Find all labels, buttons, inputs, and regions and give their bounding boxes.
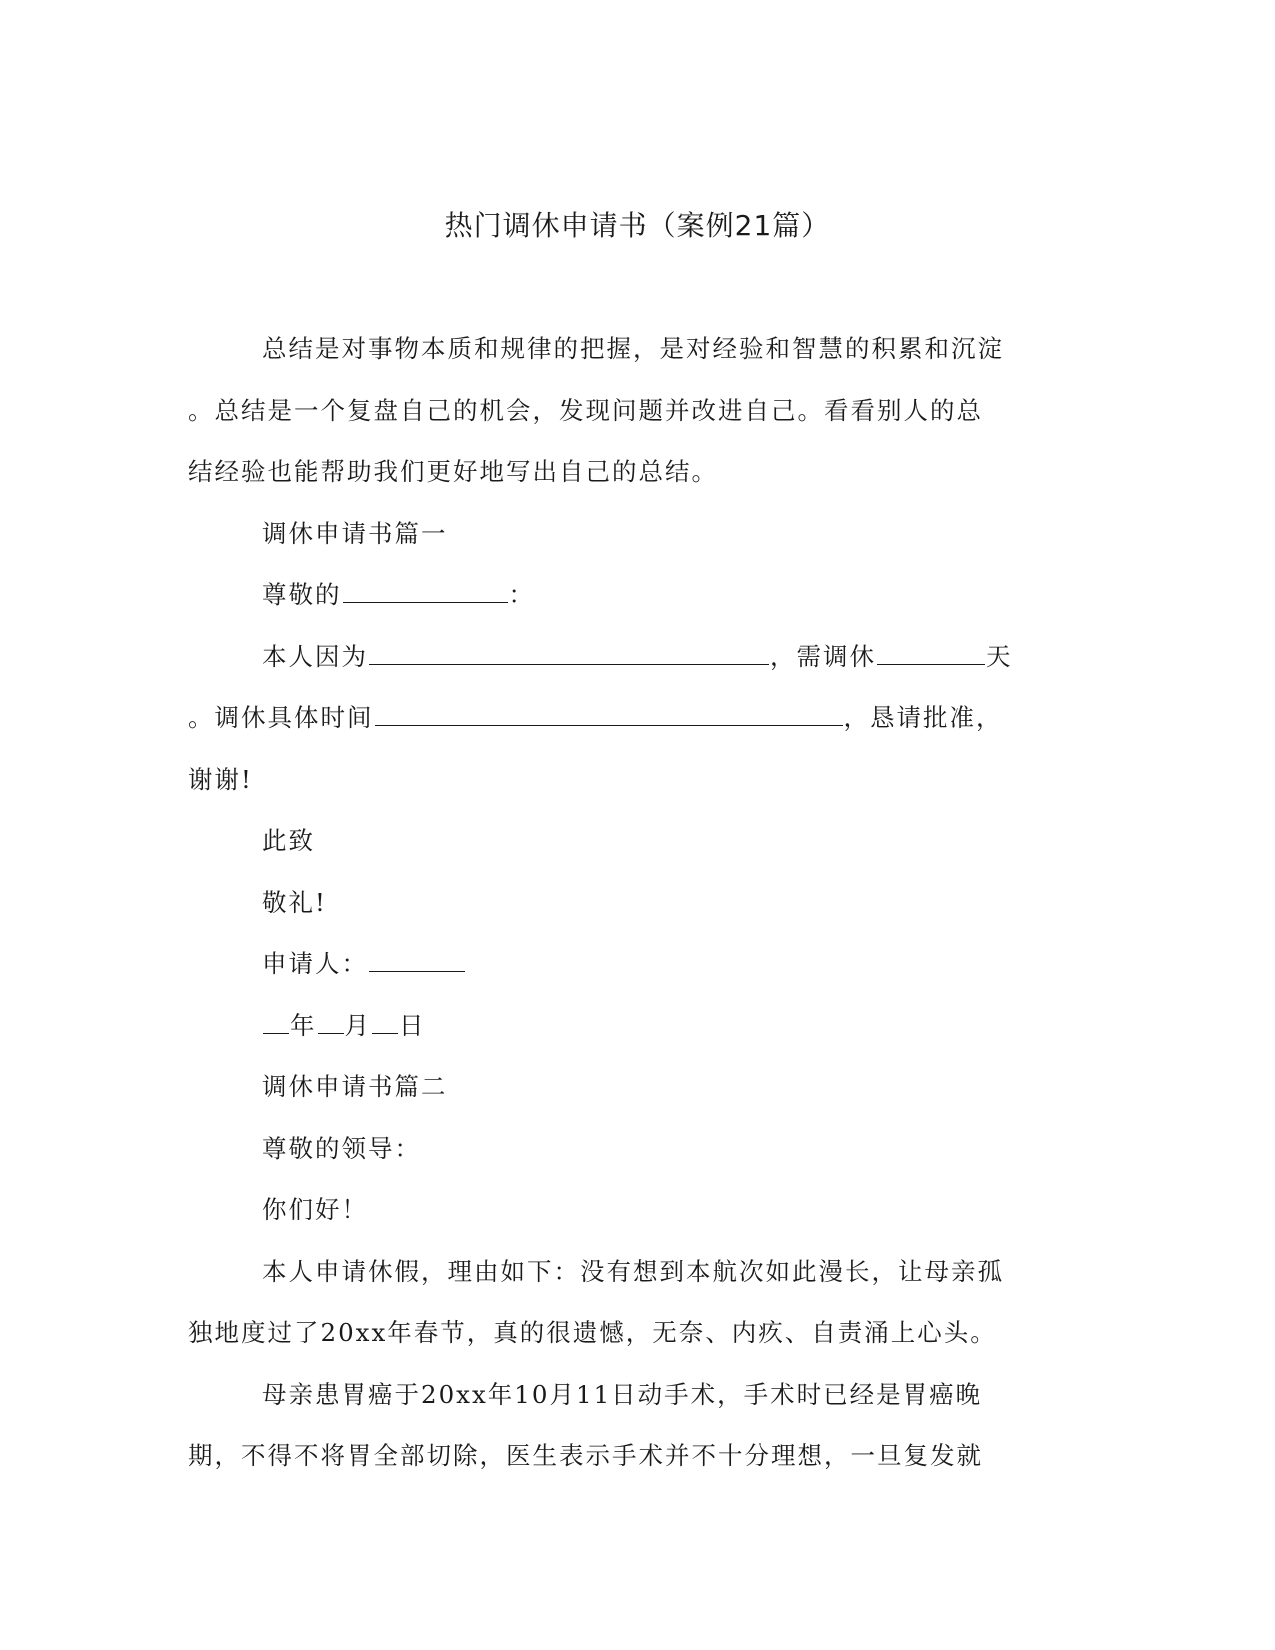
days-blank[interactable] [877,642,985,665]
intro-line: 。总结是一个复盘自己的机会，发现问题并改进自己。看看别人的总 [188,395,983,425]
reason-label: 本人因为 [262,641,368,671]
section2-greeting: 你们好！ [262,1195,368,1224]
month-label: 月 [344,1010,371,1040]
day-blank[interactable] [372,1011,398,1034]
document-title: 热门调休申请书（案例21篇） [444,209,831,242]
document-body [188,318,1074,1487]
applicant-label: 申请人： [262,949,368,978]
year-label: 年 [290,1010,317,1040]
reason-blank[interactable] [369,642,769,665]
section2-salutation: 尊敬的领导： [262,1133,421,1163]
salutation-suffix: ： [508,580,535,609]
applicant-blank[interactable] [369,949,465,972]
section2-paragraph-2 [188,1364,1074,1487]
intro-line: 总结是对事物本质和规律的把握，是对经验和智慧的积累和沉淀 [262,334,1004,363]
recipient-blank[interactable] [343,580,508,603]
days-unit: 天 [986,641,1013,671]
applicant-line [188,933,1074,995]
intro-line: 结经验也能帮助我们更好地写出自己的总结。 [188,457,718,486]
request-line [188,626,1074,688]
time-label: 。调休具体时间 [188,703,374,732]
date-line [188,995,1074,1057]
section1-request-paragraph [188,626,1074,811]
paragraph-line: 期，不得不将胃全部切除，医生表示手术并不十分理想，一旦复发就 [188,1441,983,1470]
days-label: ，需调休 [770,641,876,671]
paragraph-line: 本人申请休假，理由如下：没有想到本航次如此漫长，让母亲孤 [262,1256,1004,1286]
time-blank[interactable] [375,703,843,726]
section1-salutation [188,564,1074,626]
day-label: 日 [399,1010,426,1040]
month-blank[interactable] [318,1011,344,1034]
year-blank[interactable] [263,1011,289,1034]
closing-line-2: 敬礼! [262,887,327,917]
closing-line-1: 此致 [262,826,315,855]
approval-text: ，恳请批准， [843,703,1003,732]
section2-paragraph-1 [188,1241,1074,1364]
section2-heading: 调休申请书篇二 [262,1072,448,1101]
salutation-prefix: 尊敬的 [262,580,342,609]
intro-paragraph [188,318,1074,503]
paragraph-line: 母亲患胃癌于20xx年10月11日动手术，手术时已经是胃癌晚 [262,1379,983,1409]
request-line: 谢谢! [188,764,253,794]
section1-heading: 调休申请书篇一 [262,518,448,548]
paragraph-line: 独地度过了20xx年春节，真的很遗憾，无奈、内疚、自责涌上心头。 [188,1318,997,1347]
request-line [188,687,1074,749]
